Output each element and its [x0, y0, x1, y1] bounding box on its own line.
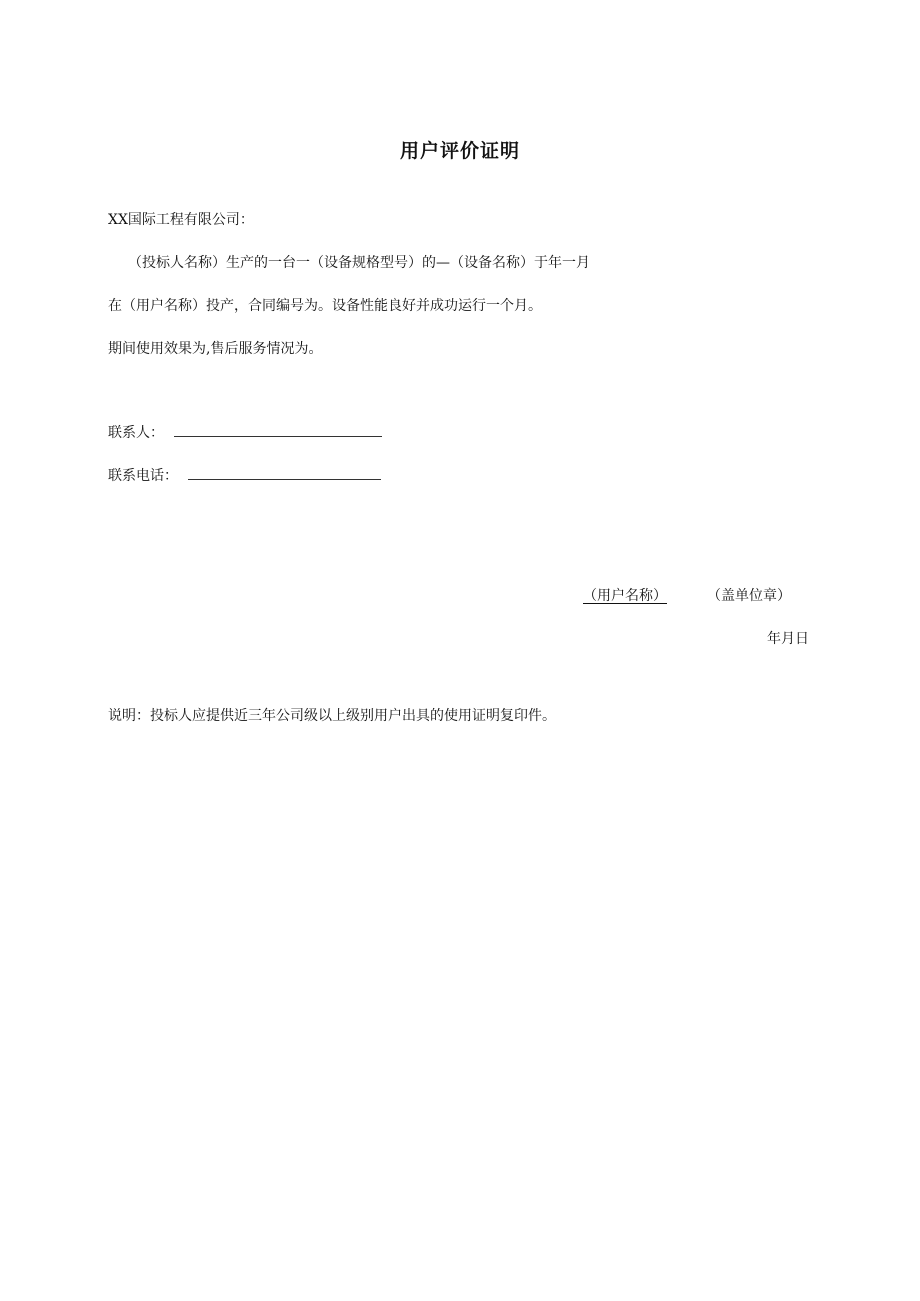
- body-paragraph-line-2: 在（用户名称）投产，合同编号为。设备性能良好并成功运行一个月。: [108, 298, 542, 314]
- document-title: 用户评价证明: [399, 140, 520, 162]
- user-name-field: （用户名称）: [583, 588, 667, 604]
- note-line: 说明：投标人应提供近三年公司级以上级别用户出具的使用证明复印件。: [108, 708, 556, 724]
- contact-person-row: [108, 422, 382, 442]
- contact-person-blank: [174, 422, 382, 437]
- contact-person-label: 联系人：: [108, 425, 164, 441]
- date-line: 年月日: [767, 631, 809, 647]
- contact-phone-blank: [188, 465, 381, 480]
- body-paragraph-line-1: （投标人名称）生产的一台一（设备规格型号）的—（设备名称）于年一月: [128, 255, 590, 271]
- seal-label: （盖单位章）: [707, 588, 791, 604]
- contact-phone-row: [108, 465, 381, 485]
- contact-phone-label: 联系电话：: [108, 468, 178, 484]
- signature-row: [583, 587, 791, 605]
- body-paragraph-line-3: 期间使用效果为,售后服务情况为。: [108, 341, 323, 357]
- addressee-line: XX国际工程有限公司：: [108, 212, 254, 228]
